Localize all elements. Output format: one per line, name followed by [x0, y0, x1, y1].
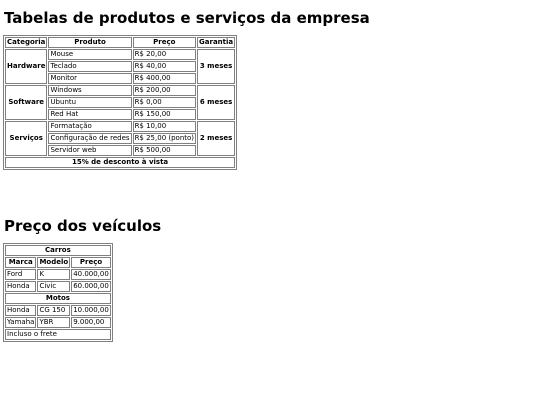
price-cell: 9.000,00: [71, 317, 111, 328]
brand-cell: Honda: [5, 281, 36, 292]
group-header-motorcycles: Motos: [5, 293, 111, 304]
table-row: [5, 317, 111, 328]
category-cell: Software: [5, 85, 47, 120]
price-cell: R$ 40,00: [133, 61, 196, 72]
category-cell: Hardware: [5, 49, 47, 84]
group-header-row: [5, 293, 111, 304]
table-row: [5, 269, 111, 280]
vehicles-footer-row: [5, 329, 111, 340]
group-header-cars: Carros: [5, 245, 111, 256]
brand-cell: Yamaha: [7, 318, 35, 326]
products-title: Tabelas de produtos e serviços da empresa: [4, 9, 370, 27]
price-cell: R$ 400,00: [133, 73, 196, 84]
table-row: [5, 49, 235, 60]
price-cell: R$ 150,00: [133, 109, 196, 120]
price-cell: R$ 10,00: [133, 121, 196, 132]
price-cell: R$ 0,00: [133, 97, 196, 108]
price-cell: R$ 25,00 (ponto): [134, 134, 195, 142]
product-cell: Configuração de redes: [50, 134, 130, 142]
price-cell: R$ 200,00: [133, 85, 196, 96]
brand-cell: Honda: [5, 305, 36, 316]
vehicles-table: [3, 243, 113, 342]
model-cell: Civic: [37, 281, 70, 292]
header-warranty: Garantia: [199, 38, 234, 46]
product-cell: Mouse: [48, 49, 131, 60]
product-cell: Servidor web: [48, 145, 131, 156]
price-cell: R$ 20,00: [133, 49, 196, 60]
shipping-note: Incluso o frete: [5, 329, 111, 340]
table-row: [5, 305, 111, 316]
product-cell: Ubuntu: [48, 97, 131, 108]
price-cell: R$ 500,00: [133, 145, 196, 156]
brand-cell: Ford: [5, 269, 36, 280]
product-cell: Teclado: [48, 61, 131, 72]
group-header-row: [5, 245, 111, 256]
table-row: [5, 85, 235, 96]
products-footer-row: [5, 157, 235, 168]
warranty-cell: 6 meses: [197, 85, 235, 120]
products-table: [3, 35, 237, 170]
vehicles-header-row: [5, 257, 111, 268]
products-header-row: [5, 37, 235, 48]
header-product: Produto: [48, 37, 131, 48]
category-cell: Serviços: [5, 121, 47, 156]
table-row: [5, 281, 111, 292]
header-brand: Marca: [5, 257, 36, 268]
product-cell: Formatação: [48, 121, 131, 132]
product-cell: Monitor: [48, 73, 131, 84]
header-model: Modelo: [39, 258, 69, 266]
model-cell: CG 150: [37, 305, 70, 316]
model-cell: YBR: [37, 317, 70, 328]
product-cell: Windows: [48, 85, 131, 96]
vehicles-title: Preço dos veículos: [4, 217, 162, 235]
warranty-cell: 2 meses: [197, 121, 235, 156]
header-category: Categoria: [5, 37, 47, 48]
header-price: Preço: [71, 257, 111, 268]
table-row: [5, 121, 235, 132]
product-cell: Red Hat: [48, 109, 131, 120]
price-cell: 60.000,00: [73, 282, 109, 290]
price-cell: 40.000,00: [73, 270, 109, 278]
price-cell: 10.000,00: [73, 306, 109, 314]
discount-note: 15% de desconto à vista: [5, 157, 235, 168]
header-price: Preço: [133, 37, 196, 48]
warranty-cell: 3 meses: [197, 49, 235, 84]
model-cell: K: [37, 269, 70, 280]
